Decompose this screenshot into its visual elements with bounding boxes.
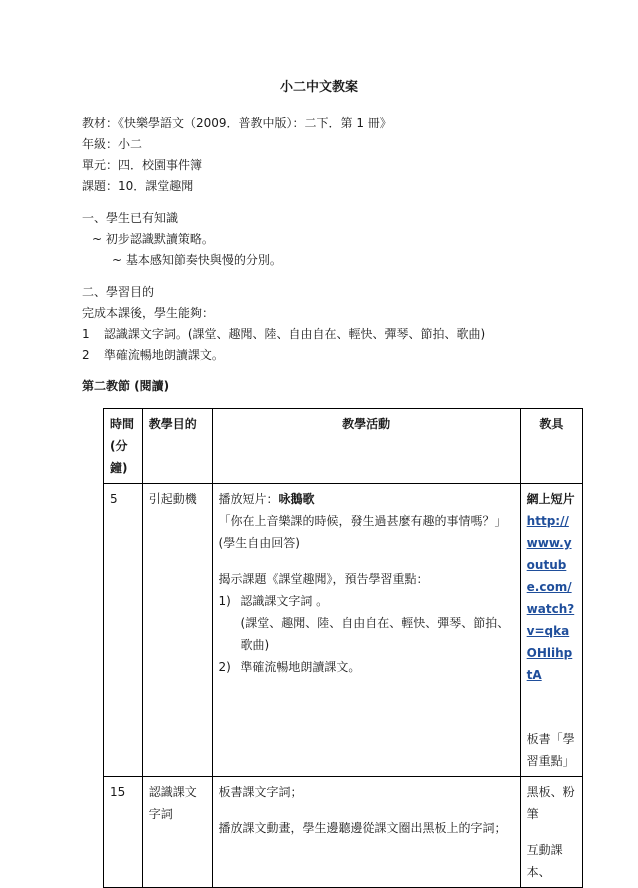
header-activity: 教學活動 <box>212 409 520 484</box>
section2-intro: 完成本課後，學生能夠： <box>82 306 215 320</box>
document-title: 小二中文教案 <box>279 80 358 95</box>
focus-item <box>219 656 514 678</box>
row-time: 5 <box>104 484 143 777</box>
row-activity <box>212 777 520 888</box>
section2-heading: 二、學習目的 <box>82 285 155 299</box>
objective-item <box>82 346 224 364</box>
meta-grade: 年級：小二 <box>82 137 143 151</box>
meta-material: 教材：《快樂學語文（2009．普教中版）：二下．第 1 冊》 <box>82 116 392 130</box>
focus-number: 1) <box>218 594 231 608</box>
objective-text: 準確流暢地朗讀課文。 <box>103 348 224 362</box>
focus-number: 2) <box>218 660 231 674</box>
row-goal: 認識課文字詞 <box>142 777 212 888</box>
tool-label: 板書「學習重點」 <box>526 732 575 768</box>
header-time: 時間 (分鐘) <box>104 409 143 484</box>
table-row <box>104 484 583 777</box>
activity-line <box>219 488 514 510</box>
section1-item: ~ 初步認識默讀策略。 <box>92 232 214 246</box>
activity-question: 「你在上音樂課的時候，發生過甚麼有趣的事情嗎？」(學生自由回答) <box>218 514 507 550</box>
row-time: 15 <box>104 777 143 888</box>
row-tools <box>520 484 582 777</box>
row-goal: 引起動機 <box>142 484 212 777</box>
lesson-plan-table <box>103 408 583 888</box>
focus-text: 準確流暢地朗讀課文。 <box>240 660 361 674</box>
meta-unit: 單元：四．校園事件簿 <box>82 158 203 172</box>
row-activity <box>212 484 520 777</box>
section1-item: ~ 基本感知節奏快與慢的分別。 <box>112 253 282 267</box>
row-tools <box>520 777 582 888</box>
meta-lesson: 課題：10．課堂趣聞 <box>82 179 194 193</box>
focus-text: 認識課文字詞 。 <box>240 594 329 608</box>
header-tools: 教具 <box>520 409 582 484</box>
activity-line: 板書課文字詞； <box>218 785 303 799</box>
tool-label: 網上短片 <box>526 492 575 506</box>
period-heading: 第二教節 (閱讀) <box>82 379 170 393</box>
objective-item <box>82 325 485 343</box>
objective-number: 1 <box>82 327 90 341</box>
activity-text: 播放短片： <box>218 492 279 506</box>
video-title: 咏鵝歌 <box>278 492 315 506</box>
section1-heading: 一、學生已有知識 <box>82 211 179 225</box>
objective-text: 認識課文字詞。(課堂、趣聞、陸、自由自在、輕快、彈琴、節拍、歌曲) <box>103 327 486 341</box>
video-link[interactable]: http://www.youtube.com/watch?v=qkaOHlihptA <box>526 514 575 682</box>
tool-label: 互動課本、 <box>526 843 563 879</box>
objective-number: 2 <box>82 348 90 362</box>
focus-words: (課堂、趣聞、陸、自由自在、輕快、彈琴、節拍、歌曲) <box>240 616 510 652</box>
table-row <box>104 777 583 888</box>
activity-topic: 揭示課題《課堂趣聞》，預告學習重點： <box>218 572 429 586</box>
activity-line: 播放課文動畫，學生邊聽邊從課文圈出黑板上的字詞； <box>218 821 507 835</box>
header-goal: 教學目的 <box>142 409 212 484</box>
focus-item <box>219 590 514 612</box>
table-header-row <box>104 409 583 484</box>
tool-label: 黑板、粉筆 <box>526 785 575 821</box>
